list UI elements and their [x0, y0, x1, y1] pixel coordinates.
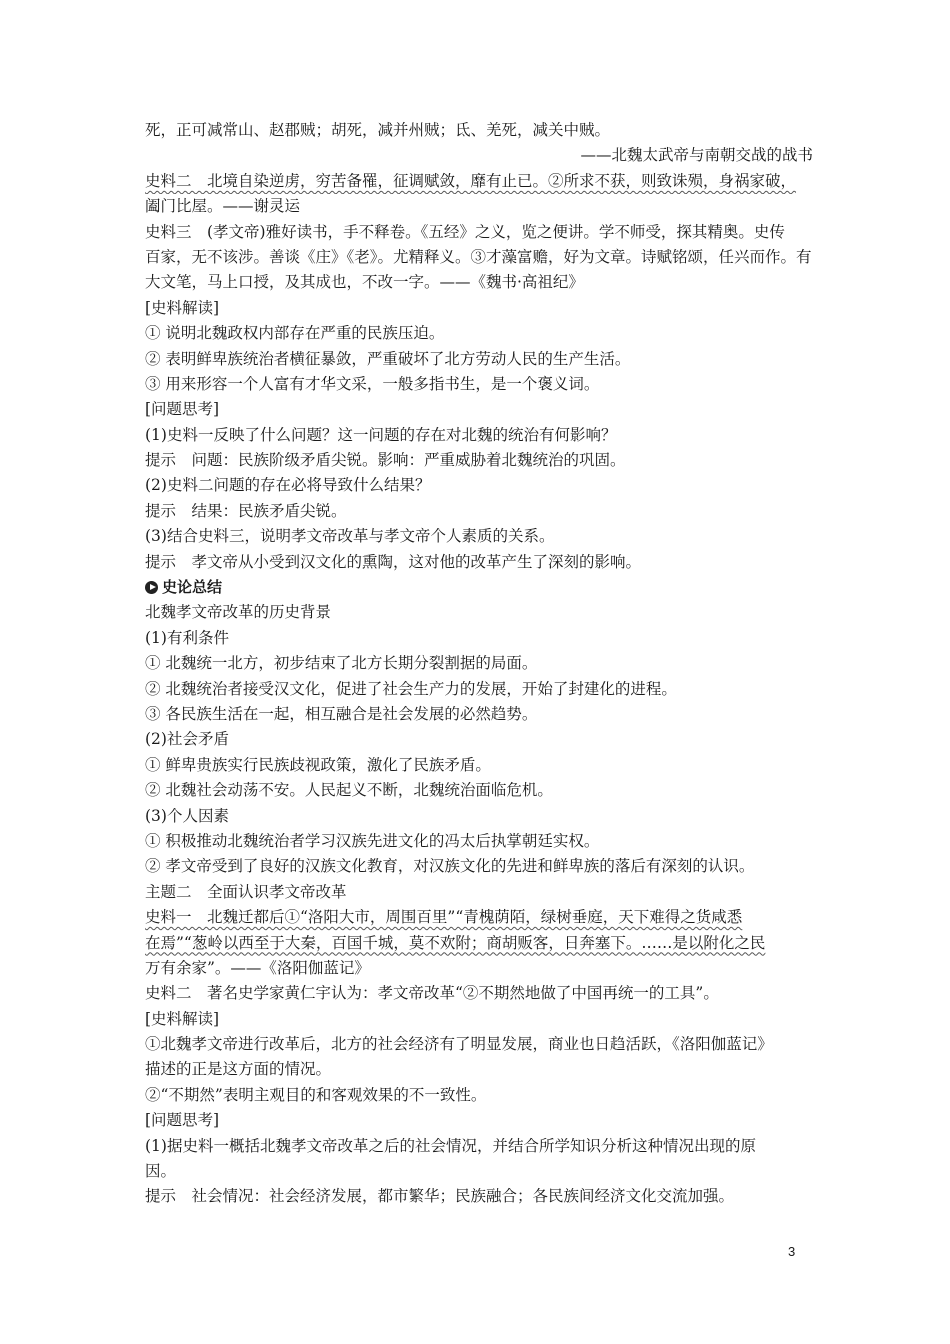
- hint: 提示 社会情况：社会经济发展，都市繁华；民族融合；各民族间经济文化交流加强。: [145, 1187, 735, 1206]
- question: 因。: [145, 1162, 177, 1181]
- text-line: ① 积极推动北魏统治者学习汉族先进文化的冯太后执掌朝廷实权。: [145, 831, 600, 850]
- text-line: 史料二 北境自染逆虏，穷苦备罹，征调赋敛，靡有止已。②所求不获，则致诛殒，身祸家破，: [145, 171, 797, 190]
- text-line: 死，正可减常山、赵郡贼；胡死，减并州贼；氐、羌死，减关中贼。: [145, 121, 611, 139]
- text-line: 阖门比屋。——谢灵运: [145, 197, 301, 216]
- page-content: [145, 118, 813, 1210]
- hint: 提示 孝文帝从小受到汉文化的熏陶，这对他的改革产生了深刻的影响。: [145, 552, 642, 571]
- text-line: ③ 各民族生活在一起，相互融合是社会发展的必然趋势。: [145, 704, 538, 723]
- hint: 提示 结果：民族矛盾尖锐。: [145, 501, 347, 520]
- text-line: ① 说明北魏政权内部存在严重的民族压迫。: [145, 324, 445, 343]
- text-line: 史料一 北魏迁都后①“洛阳大市，周围百里”“青槐荫陌，绿树垂庭，天下难得之货咸悉: [145, 908, 743, 927]
- text-line: 百家，无不该涉。善谈《庄》《老》。尤精释义。③才藻富赡，好为文章。诗赋铭颂，任兴而作。有: [145, 247, 812, 266]
- text-line: ③ 用来形容一个人富有才华文采，一般多指书生，是一个褒义词。: [145, 374, 600, 393]
- text-line: (3)个人因素: [145, 806, 229, 825]
- text-line: ① 鲜卑贵族实行民族歧视政策，激化了民族矛盾。: [145, 755, 491, 774]
- section-label: [问题思考]: [145, 400, 220, 419]
- section-heading-label: 史论总结: [162, 578, 223, 597]
- text-line: 北魏孝文帝改革的历史背景: [145, 603, 332, 622]
- section-label: [史料解读]: [145, 298, 220, 317]
- play-circle-icon: [145, 581, 158, 594]
- topic-heading: 主题二 全面认识孝文帝改革: [145, 882, 347, 901]
- question: (2)史料二问题的存在必将导致什么结果？: [145, 476, 431, 495]
- section-label: [史料解读]: [145, 1009, 220, 1028]
- text-line: ① 北魏统一北方，初步结束了北方长期分裂割据的局面。: [145, 654, 538, 673]
- text-line: ①北魏孝文帝进行改革后，北方的社会经济有了明显发展，商业也日趋活跃，《洛阳伽蓝记》: [145, 1035, 773, 1054]
- text-line: 史料三 (孝文帝)雅好读书，手不释卷。《五经》之义，览之便讲。学不师受，探其精奥。史传: [145, 222, 785, 241]
- text-line: ②“不期然”表明主观目的和客观效果的不一致性。: [145, 1085, 487, 1104]
- question: (3)结合史料三，说明孝文帝改革与孝文帝个人素质的关系。: [145, 527, 555, 546]
- text-line: ② 北魏统治者接受汉文化，促进了社会生产力的发展，开始了封建化的进程。: [145, 679, 677, 698]
- section-label: [问题思考]: [145, 1111, 220, 1130]
- section-heading: [145, 575, 813, 600]
- page-number: 3: [788, 1244, 796, 1259]
- text-line: 大文笔，马上口授，及其成也，不改一字。——《魏书·高祖纪》: [145, 273, 584, 292]
- text-line: (1)有利条件: [145, 628, 229, 647]
- question: (1)史料一反映了什么问题？这一问题的存在对北魏的统治有何影响？: [145, 425, 617, 444]
- text-line: 在焉”“葱岭以西至于大秦，百国千城，莫不欢附；商胡贩客，日奔塞下。……是以附化之民: [145, 933, 766, 952]
- text-line: (2)社会矛盾: [145, 730, 229, 749]
- source-attribution: ——北魏太武帝与南朝交战的战书: [580, 146, 813, 165]
- text-line: 描述的正是这方面的情况。: [145, 1060, 332, 1079]
- text-line: ② 北魏社会动荡不安。人民起义不断，北魏统治面临危机。: [145, 781, 553, 800]
- text-line: ② 孝文帝受到了良好的汉族文化教育，对汉族文化的先进和鲜卑族的落后有深刻的认识。: [145, 857, 755, 876]
- text-line: 史料二 著名史学家黄仁宇认为：孝文帝改革“②不期然地做了中国再统一的工具”。: [145, 984, 719, 1003]
- hint: 提示 问题：民族阶级矛盾尖锐。影响：严重威胁着北魏统治的巩固。: [145, 451, 626, 470]
- question: (1)据史料一概括北魏孝文帝改革之后的社会情况，并结合所学知识分析这种情况出现的原: [145, 1136, 756, 1155]
- text-line: ② 表明鲜卑族统治者横征暴敛，严重破坏了北方劳动人民的生产生活。: [145, 349, 631, 368]
- text-line: 万有余家”。——《洛阳伽蓝记》: [145, 958, 370, 977]
